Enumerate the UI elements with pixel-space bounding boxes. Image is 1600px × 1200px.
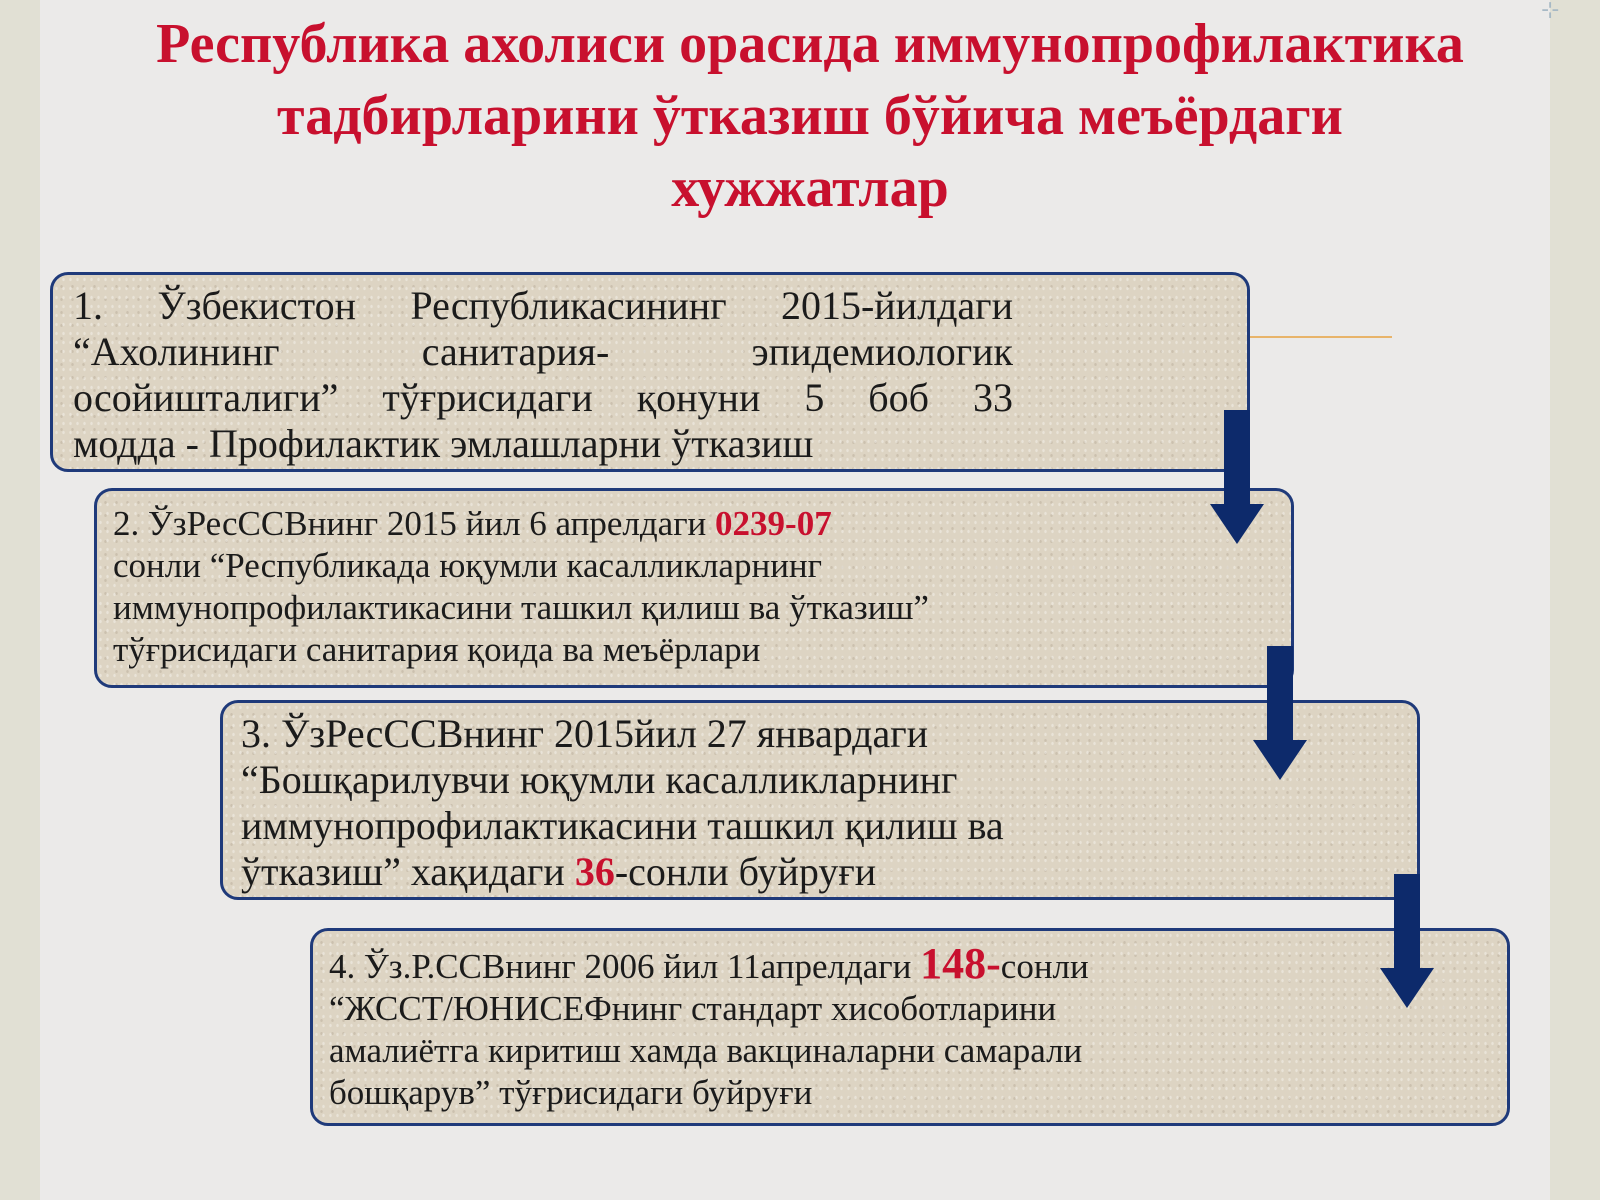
document-3-line-3: иммунопрофилактикасини ташкил қилиш ва	[241, 803, 1004, 848]
document-1-line-3: осойишталиги” тўғрисидаги қонуни 5 боб 33	[73, 375, 1013, 420]
document-3-number: 36	[574, 849, 615, 894]
document-4-line-2: “ЖССТ/ЮНИСЕФнинг стандарт хисоботларини	[329, 989, 1057, 1028]
document-3-text	[241, 711, 1004, 895]
document-box-3	[220, 700, 1420, 900]
document-1-line-1: 1. Ўзбекистон Республикасининг 2015-йилдаги	[73, 283, 1013, 328]
document-3-last-suffix: -сонли буйруғи	[614, 849, 877, 894]
document-4-intro: 4. Ўз.Р.ССВнинг 2006 йил 11апрелдаги	[329, 947, 921, 986]
document-box-1	[50, 272, 1250, 472]
document-3-last-prefix: ўтказиш” хақидаги	[241, 849, 575, 894]
document-1-line-4: модда - Профилактик эмлашларни ўтказиш	[73, 421, 814, 466]
document-2-number: 0239-07	[715, 504, 832, 543]
title-line-2: тадбирларини ўтказиш бўйича меъёрдаги	[277, 85, 1343, 147]
document-2-line-3: иммунопрофилактикасини ташкил қилиш ва ўтказиш”	[113, 588, 929, 627]
document-4-line-1	[329, 939, 1089, 988]
document-box-4	[310, 928, 1510, 1126]
document-4-text	[329, 939, 1089, 1114]
document-4-number: 148-	[920, 939, 1001, 988]
document-3-line-2: “Бошқарилувчи юқумли касалликларнинг	[241, 757, 958, 802]
arrow-down-icon	[1210, 410, 1264, 544]
corner-mark-icon: ⊹	[1541, 0, 1560, 23]
document-box-2	[94, 488, 1294, 688]
accent-line	[1250, 336, 1392, 338]
arrow-down-icon	[1253, 646, 1307, 780]
title-line-1: Республика ахолиси орасида иммунопрофилактика	[156, 13, 1464, 75]
document-4-line-4: бошқарув” тўғрисидаги буйруғи	[329, 1073, 813, 1112]
document-2-line-4: тўғрисидаги санитария қоида ва меъёрлари	[113, 630, 761, 669]
document-1-line-2: “Ахолининг санитария- эпидемиологик	[73, 329, 1013, 374]
document-3-line-4	[241, 849, 1004, 895]
document-3-line-1: 3. ЎзРесССВнинг 2015йил 27 январдаги	[241, 711, 929, 756]
document-2-line-1	[113, 503, 929, 545]
document-4-intro-suffix: сонли	[1000, 947, 1089, 986]
document-4-line-3: амалиётга киритиш хамда вакциналарни самарали	[329, 1031, 1083, 1070]
document-2-intro: 2. ЎзРесССВнинг 2015 йил 6 апрелдаги	[113, 504, 716, 543]
title-line-3: хужжатлар	[671, 157, 949, 219]
document-1-text	[73, 283, 1013, 467]
document-2-text	[113, 503, 929, 671]
arrow-down-icon	[1380, 874, 1434, 1008]
page-title	[50, 8, 1570, 224]
document-2-line-2: сонли “Республикада юқумли касалликларнинг	[113, 546, 823, 585]
